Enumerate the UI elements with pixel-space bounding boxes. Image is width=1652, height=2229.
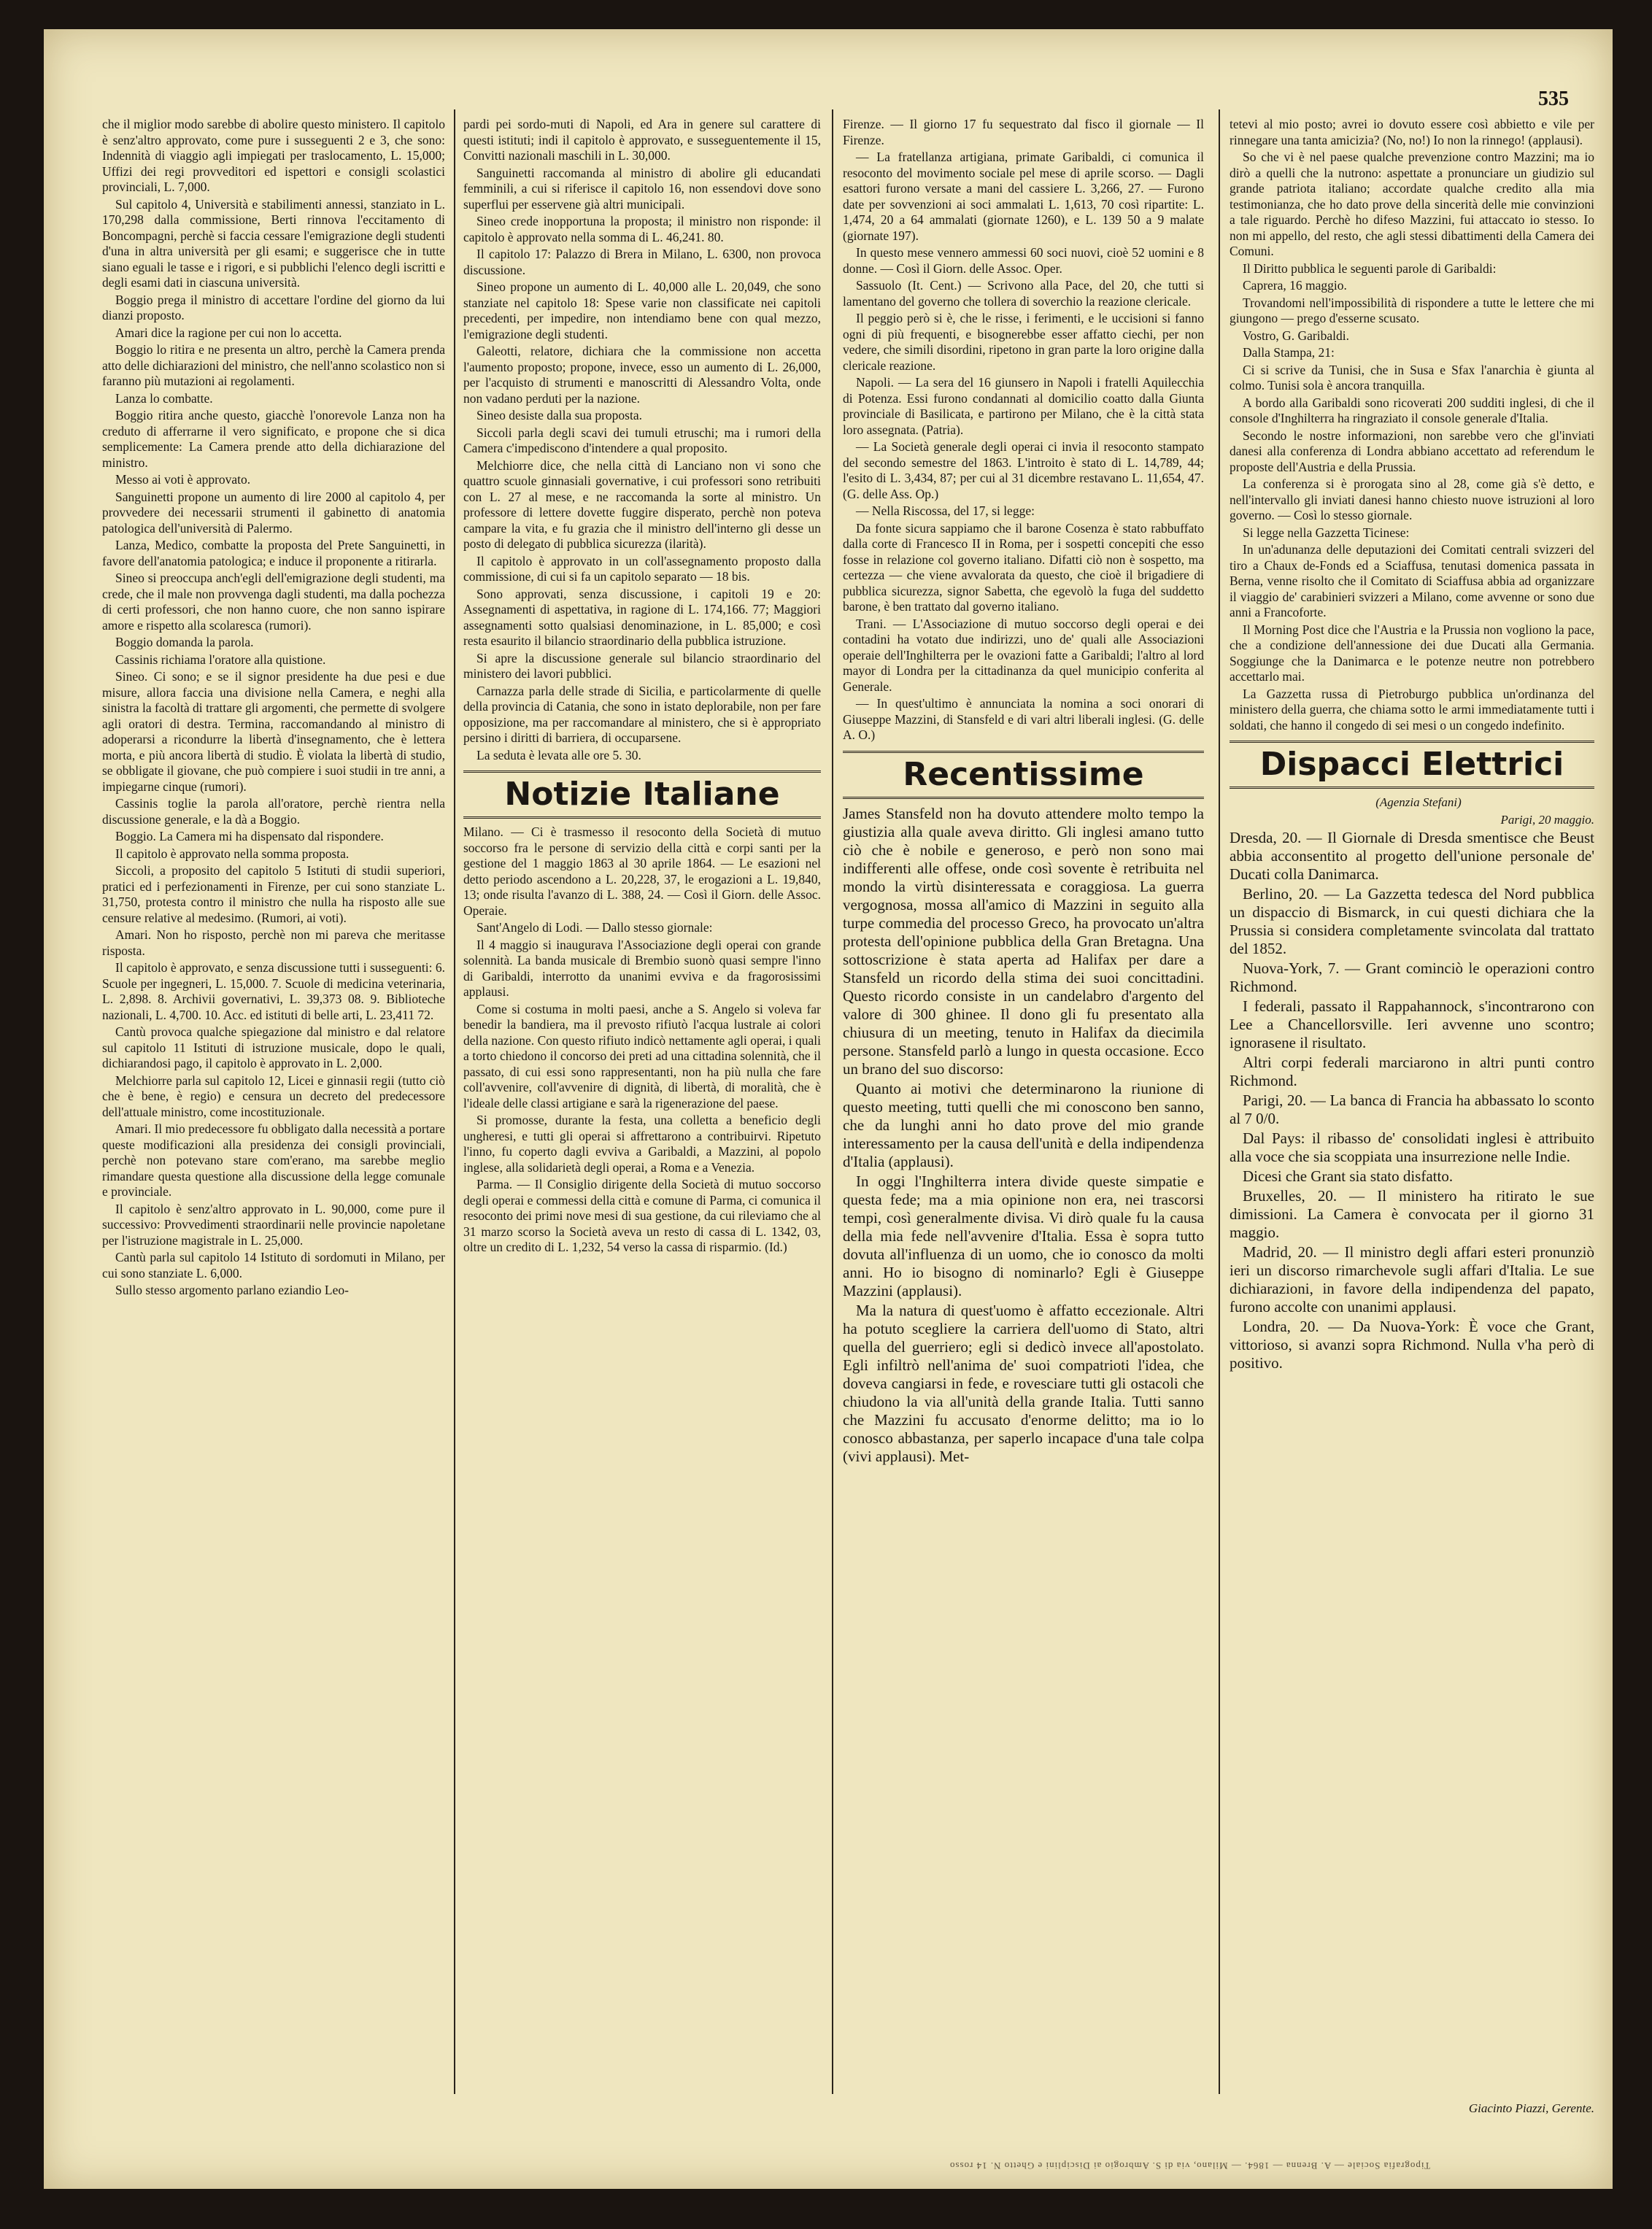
paragraph: James Stansfeld non ha dovuto attendere molto tempo la giustizia alla quale aveva diritto. Gli inglesi amano tutto ciò che è nobile e generoso, e però non sono mai indifferenti alle offese, onde così sovente è retribuita nel mondo la virtù disinteressata e coraggiosa. La guerra vergognosa, mossa all'amico di Mazzini in seguito alla turpe commedia del processo Greco, ha provocato un'altra protesta dell'opinione pubblica della Gran Bretagna. Una sottoscrizione è stata aperta ad Halifax per dare a Stansfeld un ricordo della stima dei suoi concittadini. Questo ricordo consiste in un candelabro d'argento del valore di 300 ghinee. Il dono gli fu presentato alla chiusura di un meeting, tenuto in Halifax da diecimila persone. Stansfeld parlò a lungo in questa occasione. Ecco un brano del suo discorso: <box>843 804 1204 1078</box>
column-3 <box>843 117 1204 2087</box>
paragraph: Dal Pays: il ribasso de' consolidati inglesi è attribuito alla voce che sia scoppiata una insurrezione nelle Indie. <box>1230 1129 1594 1165</box>
paragraph: A bordo alla Garibaldi sono ricoverati 200 sudditi inglesi, di che il console d'Inghilterra ha ringraziato il console generale d'Italia. <box>1230 395 1594 425</box>
paragraph: Il Morning Post dice che l'Austria e la Prussia non vogliono la pace, che a condizione dell'annessione dei due Ducati alla Germania. Soggiunge che la Danimarca e le potenze neutre non potrebbero accettarlo mai. <box>1230 622 1594 684</box>
column-rule <box>1219 109 1220 2094</box>
paragraph: Sineo crede inopportuna la proposta; il ministro non risponde: il capitolo è approvato nella somma di L. 46,241. 80. <box>463 214 821 244</box>
paragraph: Parma. — Il Consiglio dirigente della Società di mutuo soccorso degli operai e commessi della città e comune di Parma, ci comunica il resoconto dei primi nove mesi di sua gestione, da cui rileviamo che al 31 marzo scorso la Società aveva un resto di cassa di L. 1342, 03, oltre un credito di L. 1,232, 54 verso la cassa di risparmio. (Id.) <box>463 1177 821 1254</box>
paragraph: Il capitolo 17: Palazzo di Brera in Milano, L. 6300, non provoca discussione. <box>463 247 821 277</box>
paragraph: Sanguinetti raccomanda al ministro di abolire gli educandati femminili, a cui si riferisce il capitolo 16, non essendovi dove sono superflui per esservene già altri municipali. <box>463 165 821 212</box>
paragraph: Il capitolo è approvato, e senza discussione tutti i susseguenti: 6. Scuole per ingegneri, L. 15,000. 7. Scuole di medicina veterinaria, L. 2,898. 8. Archivii governativi, L. 39,373 08. 9. Biblioteche nazionali, L. 4,700. 10. Acc. ed istituti di belle arti, L. 23,411 72. <box>102 960 445 1022</box>
paragraph: — Nella Riscossa, del 17, si legge: <box>856 503 1035 518</box>
paragraph: Sullo stesso argomento parlano eziandio Leo- <box>115 1283 349 1297</box>
paragraph: Amari dice la ragione per cui non lo accetta. <box>115 325 342 340</box>
column-rule <box>832 109 833 2094</box>
paragraph: Boggio domanda la parola. <box>115 635 254 649</box>
paragraph: Trovandomi nell'impossibilità di rispondere a tutte le lettere che mi giungono — prego d'esserne scusato. <box>1230 295 1594 325</box>
paragraph: Il capitolo è approvato nella somma proposta. <box>115 846 350 861</box>
paragraph: Londra, 20. — Da Nuova-York: È voce che Grant, vittorioso, si avanzi sopra Richmond. Nulla v'ha però di positivo. <box>1230 1318 1594 1372</box>
paragraph: Sanguinetti propone un aumento di lire 2000 al capitolo 4, per provvedere dei necessarii strumenti il gabinetto di anatomia patologica dell'università di Palermo. <box>102 489 445 536</box>
paragraph: Boggio. La Camera mi ha dispensato dal rispondere. <box>115 829 384 843</box>
paragraph: Siccoli parla degli scavi dei tumuli etruschi; ma i rumori della Camera c'impediscono d'intendere a qual proposito. <box>463 425 821 455</box>
paragraph: Sant'Angelo di Lodi. — Dallo stesso giornale: <box>476 920 713 935</box>
paragraph: Vostro, G. Garibaldi. <box>1243 328 1349 343</box>
paragraph: Napoli. — La sera del 16 giunsero in Napoli i fratelli Aquilecchia di Potenza. Essi furono condannati al domicilio coatto dalla Giunta provinciale di Basilicata, e partirono per Milano, che è la città stata loro assegnata. (Patria). <box>843 375 1204 437</box>
paragraph: Carnazza parla delle strade di Sicilia, e particolarmente di quelle della provincia di Catania, che sono in istato deplorabile, non per fare opposizione, ma per raccomandare al ministero, che si è appropriato persino i diritti di barriera, di occuparsene. <box>463 683 821 745</box>
paragraph: La conferenza si è prorogata sino al 28, come già s'è detto, e nell'intervallo gli inviati danesi hanno chiesto nuove istruzioni al loro governo. — Così lo stesso giornale. <box>1230 476 1594 522</box>
paragraph: Dalla Stampa, 21: <box>1243 345 1335 360</box>
paragraph: Caprera, 16 maggio. <box>1243 278 1347 293</box>
paragraph: Cantù provoca qualche spiegazione dal ministro e dal relatore sul capitolo 11 Istituti di istruzione musicale, dopo le quali, dichiarandosi pago, il capitolo è approvato in L. 2,000. <box>102 1024 445 1070</box>
paragraph: Sassuolo (It. Cent.) — Scrivono alla Pace, del 20, che tutti si lamentano del governo che tollera di soverchio la reazione clericale. <box>843 278 1204 309</box>
paragraph: Boggio prega il ministro di accettare l'ordine del giorno da lui dianzi proposto. <box>102 292 445 322</box>
dispacci-agency: (Agenzia Stefani) <box>1375 795 1462 809</box>
paragraph: Altri corpi federali marciarono in altri punti contro Richmond. <box>1230 1054 1594 1089</box>
paragraph: Si legge nella Gazzetta Ticinese: <box>1243 525 1410 540</box>
column-rule <box>454 109 455 2094</box>
paragraph: Sono approvati, senza discussione, i capitoli 19 e 20: Assegnamenti di aspettativa, in ragione di L. 174,166. 77; Maggiori assegnamenti sotto qualsiasi denominazione, in L. 85,000; e così resta esaurito il bilancio straordinario della pubblica istruzione. <box>463 586 821 648</box>
paragraph: La Gazzetta russa di Pietroburgo pubblica un'ordinanza del ministero della guerra, che chiama sotto le armi immediatamente tutti i soldati, che hanno il congedo di sei mesi o un congedo indefinito. <box>1230 686 1594 733</box>
paragraph: Ma la natura di quest'uomo è affatto eccezionale. Altri ha potuto scegliere la carriera dell'uomo di Stato, altri quella del guerriero; egli si dedicò invece all'apostolato. Egli infiltrò nell'anima de' suoi compatrioti l'idea, che doveva cangiarsi in fede, e rovesciare tutti gli ostacoli che chiudono la via all'unità della grande Italia. Tutti sanno che Mazzini fu accusato d'enorme delitto; ma io lo conosco abbastanza, per saperlo incapace d'una tale colpa (vivi applausi). Met- <box>843 1301 1204 1465</box>
newspaper-page <box>44 29 1613 2189</box>
recentissime-heading: Recentissime <box>843 751 1204 799</box>
paragraph: Sineo. Ci sono; e se il signor presidente ha due pesi e due misure, allora faccia una divisione nella Camera, e neghi alla sinistra la facoltà di trattare gli argomenti, che permette di svolgere agli oratori di destra. Termina, raccomandando al ministro di adoperarsi a ricondurre la libertà d'insegnamento, che è lettera morta, e più ancora libertà di studio. È violata la libertà di studio, se obbligate il giovane, che può compiere i suoi studii in tre anni, a impiegarne cinque (rumori). <box>102 669 445 794</box>
paragraph: Il capitolo è senz'altro approvato in L. 90,000, come pure il successivo: Provvedimenti straordinarii nelle provincie napoletane per l'istruzione magistrale in L. 25,000. <box>102 1201 445 1248</box>
page-number: 535 <box>1538 88 1569 110</box>
paragraph: Si apre la discussione generale sul bilancio straordinario del ministero dei lavori pubblici. <box>463 650 821 681</box>
paragraph: — In quest'ultimo è annunciata la nomina a soci onorari di Giuseppe Mazzini, di Stansfeld e di vari altri liberali inglesi. (G. delle A. O.) <box>843 696 1204 742</box>
paragraph: Sineo si preoccupa anch'egli dell'emigrazione degli studenti, ma crede, che il male non provvenga dagli studenti, ma dalla pochezza di certi professori, che non hanno cuore, che non sanno ispirare amore e rispetto alla scolaresca (rumori). <box>102 571 445 633</box>
paragraph: Lanza, Medico, combatte la proposta del Prete Sanguinetti, in favore dell'anatomia patologica; e induce il proponente a ritirarla. <box>102 538 445 568</box>
paragraph: Ci si scrive da Tunisi, che in Susa e Sfax l'anarchia è giunta al colmo. Tunisi sola è ancora tranquilla. <box>1230 362 1594 393</box>
paragraph: — La Società generale degli operai ci invia il resoconto stampato del secondo semestre del 1863. L'introito è stato di L. 14,789, 44; l'esito di L. 3,434, 87; per cui al 31 dicembre restavano L. 11,654, 47. (G. delle Ass. Op.) <box>843 439 1204 501</box>
paragraph: Cassinis toglie la parola all'oratore, perchè rientra nella discussione generale, e la dà a Boggio. <box>102 796 445 827</box>
paragraph: Il 4 maggio si inaugurava l'Associazione degli operai con grande solennità. La banda musicale di Brembio suonò quasi sempre l'inno di Garibaldi, interrotto da unanimi evviva e da fragorosissimi applausi. <box>463 937 821 999</box>
notizie-italiane-heading: Notizie Italiane <box>463 770 821 819</box>
paragraph: Cassinis richiama l'oratore alla quistione. <box>115 652 326 667</box>
paragraph: Siccoli, a proposito del capitolo 5 Istituti di studii superiori, pratici ed i perfezionamenti in Firenze, per cui sono stanziate L. 31,750, protesta contro il ministro che nulla ha risposto alle sue censure relative al medesimo. (Rumori, ai voti). <box>102 863 445 925</box>
paragraph: Bruxelles, 20. — Il ministero ha ritirato le sue dimissioni. La Camera è convocata per il giorno 31 maggio. <box>1230 1187 1594 1241</box>
paragraph: Dicesi che Grant sia stato disfatto. <box>1243 1167 1454 1185</box>
gerente-signature: Giacinto Piazzi, Gerente. <box>1468 2101 1594 2115</box>
paragraph: Sineo propone un aumento di L. 40,000 alle L. 20,049, che sono stanziate nel capitolo 18: Spese varie non classificate nei capitoli precedenti, per impedire, non intendiamo bene con qual mezzo, l'emigrazione degli studenti. <box>463 279 821 341</box>
paragraph: Messo ai voti è approvato. <box>115 472 251 487</box>
paragraph: — La fratellanza artigiana, primate Garibaldi, ci comunica il resoconto del movimento sociale pel mese di aprile scorso. — Dagli esattori furono versate a mani del cassiere L. 3,266, 27. — Furono date per sovvenzioni ai soci ammalati L. 1,613, 70 così ripartite: L. 1,474, 20 a 64 ammalati (giornate 1260), e L. 139 50 a 9 malate (giornate 197). <box>843 150 1204 243</box>
paragraph: Madrid, 20. — Il ministro degli affari esteri pronunziò ieri un discorso rimarchevole sugli affari d'Italia. Le sue dichiarazioni, in favore della indipendenza del papato, furono accolte con unanimi applausi. <box>1230 1243 1594 1316</box>
paragraph: Firenze. — Il giorno 17 fu sequestrato dal fisco il giornale — Il Firenze. <box>843 117 1204 147</box>
paragraph: In un'adunanza delle deputazioni dei Comitati centrali svizzeri del tiro a Chaux de-Fonds ed a Sciaffusa, tenutasi domenica passata in Berna, venne risolto che il Comitato di Sciaffusa abbia ad organizzare il viaggio de' carabinieri svizzeri a Milano, come avvenne or sono due anni a Francoforte. <box>1230 542 1594 619</box>
paragraph: Dresda, 20. — Il Giornale di Dresda smentisce che Beust abbia acconsentito al progetto dell'unione personale de' Ducati colla Danimarca. <box>1230 829 1594 883</box>
paragraph: Da fonte sicura sappiamo che il barone Cosenza è stato rabbuffato dalla corte di Francesco II in Roma, per i sospetti concepiti che esso fosse in relazione col governo italiano. Difatti ciò non è sospetto, ma certezza — che viene avvalorata da questo, che cioè il brigadiere di pubblica sicurezza, signor Sabetta, che egevolò la fuga del suddetto barone, è ben trattato dal governo italiano. <box>843 520 1204 614</box>
paragraph: tetevi al mio posto; avrei io dovuto essere così abbietto e vile per rinnegare una tanta amicizia? (No, no!) Io non la rinnego! (applausi). <box>1230 117 1594 147</box>
paragraph: Melchiorre dice, che nella città di Lanciano non vi sono che quattro scuole ginnasiali governative, i cui professori sono retribuiti con L. 27 al mese, e ne raccomanda la sorte al ministro. Un professore di lettere dovette fuggire disperato, perchè non poteva campare la vita, e fu grazia che il ministro dell'interno gli desse un posto di delegato di pubblica sicurezza (ilarità). <box>463 457 821 551</box>
paragraph: La seduta è levata alle ore 5. 30. <box>476 747 641 762</box>
paragraph: Melchiorre parla sul capitolo 12, Licei e ginnasii regii (tutto ciò che è bene, è regio) e censura un decreto del predecessore dell'attuale ministro, come incostituzionale. <box>102 1073 445 1119</box>
paragraph: Amari. Il mio predecessore fu obbligato dalla necessità a portare queste modificazioni alla presidenza dei consigli provinciali, perchè non potevano stare com'erano, ma sarebbe meglio rimandare questa questione alla discussione della legge comunale e provinciale. <box>102 1121 445 1199</box>
dispacci-date: Parigi, 20 maggio. <box>1500 812 1594 827</box>
paragraph: Sineo desiste dalla sua proposta. <box>476 408 642 422</box>
paragraph: Il Diritto pubblica le seguenti parole di Garibaldi: <box>1243 260 1497 276</box>
paragraph: In oggi l'Inghilterra intera divide queste simpatie e questa fede; ma a mia opinione non era, nei trascorsi tempi, così generalmente divisa. Vi dirò quale fu la causa della mia fede nell'avvenire d'Italia. Essa è sopra tutto dovuta all'influenza di un uomo, che io conosco da molti anni. Ho io bisogno di nominarlo? Egli è Giuseppe Mazzini (applausi). <box>843 1172 1204 1299</box>
paragraph: Il capitolo è approvato in un coll'assegnamento proposto dalla commissione, di cui si fa un capitolo separato — 18 bis. <box>463 553 821 584</box>
column-2 <box>463 117 821 2087</box>
column-4 <box>1230 117 1594 2087</box>
paragraph: Si promosse, durante la festa, una colletta a beneficio degli ungheresi, e tutti gli operai si affrettarono a contribuirvi. Ripetuto l'inno, fu coperto dagli evviva a Garibaldi, a Mazzini, al popolo inglese, alla solidarietà degli operai, a Roma e a Venezia. <box>463 1113 821 1175</box>
paragraph: Parigi, 20. — La banca di Francia ha abbassato lo sconto al 7 0/0. <box>1230 1092 1594 1127</box>
dispacci-elettrici-heading: Dispacci Elettrici <box>1230 741 1594 789</box>
paragraph: Amari. Non ho risposto, perchè non mi pareva che meritasse risposta. <box>102 927 445 958</box>
paragraph: Secondo le nostre informazioni, non sarebbe vero che gl'inviati danesi alla conferenza di Londra abbiano accettato ad referendum le proposte dell'Austria e della Prussia. <box>1230 428 1594 474</box>
paragraph: Come si costuma in molti paesi, anche a S. Angelo si voleva far benedir la bandiera, ma il prevosto rifiutò l'acqua lustrale ai colori della nazione. Con questo rifiuto indicò nettamente agli operai, i quali a torto chiedono il concorso dei preti ad una cittadina solennità, che il passato, di cui essi sono rappresentanti, non ha più nulla che fare coll'avvenire, coll'avvenire di dignità, di libertà, di moralità, che è l'ideale delle classi artigiane e sarà la rigenerazione del paese. <box>463 1001 821 1110</box>
paragraph: Quanto ai motivi che determinarono la riunione di questo meeting, tutti quelli che mi conoscono ben sanno, che da lunghi anni ho dato prove del mio grande interessamento per la causa dell'unità e della indipendenza d'Italia (applausi). <box>843 1079 1204 1170</box>
paragraph: Berlino, 20. — La Gazzetta tedesca del Nord pubblica un dispaccio di Bismarck, in cui questi dichiara che la Prussia si considera completamente svincolata dal trattato del 1852. <box>1230 885 1594 957</box>
paragraph: I federali, passato il Rappahannock, s'incontrarono con Lee a Chancellorsville. Ieri avvenne uno scontro; ignorasene il risultato. <box>1230 997 1594 1051</box>
paragraph: Trani. — L'Associazione di mutuo soccorso degli operai e dei contadini ha votato due indirizzi, uno de' quali alle Associazioni operaie dell'Inghilterra per le ovazioni fatte a Garibaldi; l'altro al lord mayor di Londra per la cittadinanza da quel municipio conferita al Generale. <box>843 616 1204 694</box>
printer-imprint: Tipografia Sociale — A. Brenna — 1864. — Milano, via di S. Ambrogio ai Disciplini e Ghetto N. 14 rosso <box>949 2160 1430 2171</box>
paragraph: Boggio ritira anche questo, giacchè l'onorevole Lanza non ha creduto di afferrarne il vero significato, e propone che si dica semplicemente: La Camera prende atto della dichiarazione del ministro. <box>102 408 445 470</box>
paragraph: Il peggio però si è, che le risse, i ferimenti, e le uccisioni si fanno ogni di più frequenti, e bisognerebbe esser affatto ciechi, per non vedere, che simili disordini, ripetono in gran parte la loro origine dalla clericale reazione. <box>843 311 1204 373</box>
paragraph: che il miglior modo sarebbe di abolire questo ministero. Il capitolo è senz'altro approvato, come pure i susseguenti 2 e 3, che sono: Indennità di viaggio agli impiegati per traslocamento, L. 15,000; Uffizi dei regi provveditori ed ispettori e consigli scolastici provinciali, L. 7,000. <box>102 117 445 194</box>
paragraph: Nuova-York, 7. — Grant cominciò le operazioni contro Richmond. <box>1230 959 1594 995</box>
paragraph: In questo mese vennero ammessi 60 soci nuovi, cioè 52 uomini e 8 donne. — Così il Giorn. delle Assoc. Oper. <box>843 245 1204 276</box>
column-1 <box>102 117 445 2087</box>
paragraph: Galeotti, relatore, dichiara che la commissione non accetta l'aumento proposto; propone, invece, esso un aumento di L. 26,000, per l'acquisto di strumenti e manoscritti di Alessandro Volta, onde non vadano perduti per la nazione. <box>463 344 821 406</box>
paragraph: Lanza lo combatte. <box>115 390 213 406</box>
paragraph: pardi pei sordo-muti di Napoli, ed Ara in genere sul carattere di questi istituti; indi il capitolo è approvato, e susseguentemente il 15, Convitti nazionali maschili in L. 30,000. <box>463 117 821 163</box>
paragraph: Boggio lo ritira e ne presenta un altro, perchè la Camera prenda atto delle dichiarazioni del ministro, che nell'anno scolastico non si faranno più mutazioni ai regolamenti. <box>102 342 445 388</box>
paragraph: So che vi è nel paese qualche prevenzione contro Mazzini; ma io dirò a quelli che la nutrono: aspettate a pronunciare un giudizio sul grande patriota italiano; accordate qualche credito alla mia testimonianza, che ho dato prove della sincerità delle mie convinzioni a tale riguardo. Perchè ho difeso Mazzini, fui attaccato io stesso. Io non mi appello, del resto, che agli stessi dibattimenti della Camera dei Comuni. <box>1230 150 1594 258</box>
paragraph: Sul capitolo 4, Università e stabilimenti annessi, stanziato in L. 170,298 dalla commissione, Berti rinnova l'eccitamento di Boncompagni, perchè si faccia cessare l'emigrazione degli studenti d'una in altra università per gli esami; e suggerisce che in tutte siano eguali le tasse e i rigori, e si pubblichi l'elenco degli iscritti e degli esami dati in ciascuna università. <box>102 196 445 290</box>
paragraph: Cantù parla sul capitolo 14 Istituto di sordomuti in Milano, per cui sono stanziate L. 6,000. <box>102 1250 445 1280</box>
paragraph: Milano. — Ci è trasmesso il resoconto della Società di mutuo soccorso fra le persone di servizio della città e corpi santi per la gestione del 1 maggio 1863 al 30 aprile 1864. — Le esazioni nel detto periodo ascendono a L. 20,228, 37, le erogazioni a L. 19,840, 13; onde risulta l'avanzo di L. 388, 24. — Così il Giorn. delle Assoc. Operaie. <box>463 824 821 918</box>
